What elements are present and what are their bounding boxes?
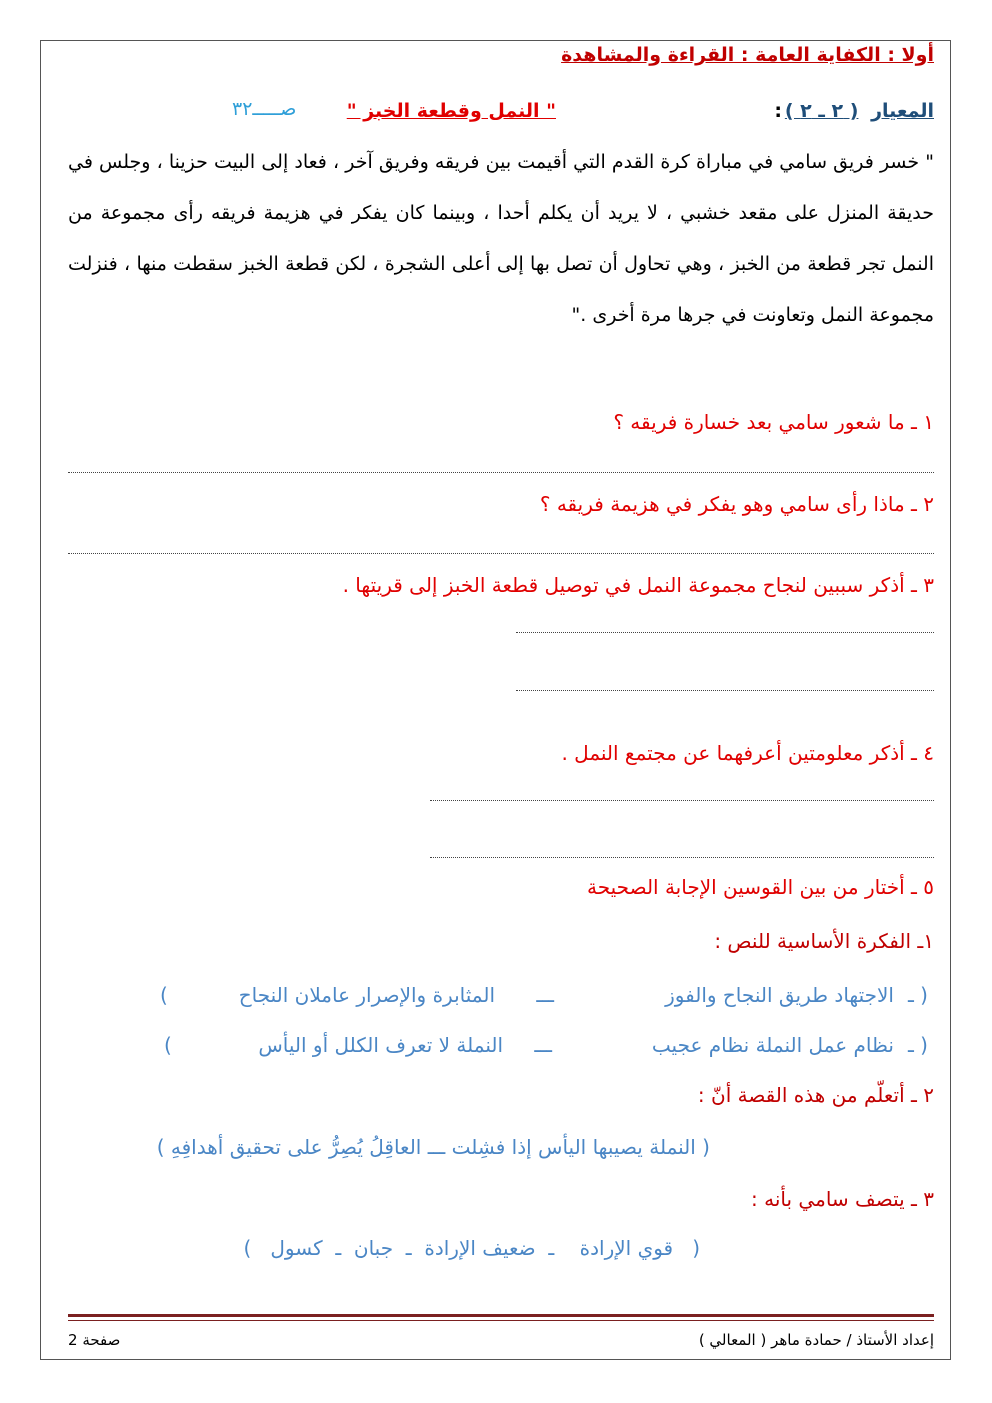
reading-passage: " خسر فريق سامي في مباراة كرة القدم التي أقيمت بين فريقه وفريق آخر ، فعاد إلى البيت حزينا ، وجلس في حديقة المنزل على مقعد خشبي ، لا يريد أن يكلم أحدا ، وبينما كان يفكر في هزيمة فريقه رأى مجموعة من النمل تجر قطعة من الخبز ، وهي تحاول أن تصل بها إلى أعلى الشجرة ، لكن قطعة الخبز سقطت منها ، فنزلت مجموعة النمل وتعاونت في جرها مرة أخرى ." [68,151,934,326]
lesson-title: " النمل وقطعة الخبز " [346,100,556,122]
answer-line-4a[interactable] [430,800,934,801]
item-1-option-a[interactable]: الاجتهاد طريق النجاح والفوز [665,983,894,1007]
answer-line-3a[interactable] [516,632,934,633]
footer-page-number: صفحة 2 [68,1331,121,1349]
item-1-row-2-separator: ـــ [534,1033,552,1057]
standard-code: ( ٢ ـ ٢ ) [784,100,859,122]
item-2-prompt: ٢ ـ أتعلّم من هذه القصة أنّ : [697,1083,934,1107]
standard-label: المعيار [871,100,934,122]
item-1-option-b[interactable]: المثابرة والإصرار عاملان النجاح [238,983,495,1007]
standard-line [785,100,934,122]
footer-rule-thin [68,1320,934,1321]
item-1-row-2-open: ( ـ [907,1033,928,1057]
question-2: ٢ ـ ماذا رأى سامي وهو يفكر في هزيمة فريقه ؟ [539,492,934,516]
item-1-row-1-separator: ـــ [536,983,554,1007]
page-reference: صـــــ٣٢ [232,98,297,120]
item-1-row-1-open: ( ـ [907,983,928,1007]
question-1: ١ ـ ما شعور سامي بعد خسارة فريقه ؟ [613,410,934,434]
question-3: ٣ ـ أذكر سببين لنجاح مجموعة النمل في توصيل قطعة الخبز إلى قريتها . [342,573,934,597]
item-2-options[interactable]: ( النملة يصيبها اليأس إذا فشِلت ـــ العاقِلُ يُصِرُّ على تحقيق أهدافِهِ ) [156,1135,710,1159]
question-4: ٤ ـ أذكر معلومتين أعرفهما عن مجتمع النمل . [561,741,934,765]
item-1-row-2-close: ) [164,1033,172,1057]
item-1-option-c[interactable]: نظام عمل النملة نظام عجيب [651,1033,894,1057]
standard-colon: : [774,100,782,122]
answer-line-2[interactable] [68,553,934,554]
item-1-prompt: ١ـ الفكرة الأساسية للنص : [714,929,934,953]
question-5: ٥ ـ أختار من بين القوسين الإجابة الصحيحة [587,875,934,899]
item-1-option-d[interactable]: النملة لا تعرف الكلل أو اليأس [258,1033,503,1057]
answer-line-3b[interactable] [516,690,934,691]
item-3-prompt: ٣ ـ يتصف سامي بأنه : [751,1187,934,1211]
footer-rule-thick [68,1314,934,1317]
footer-author: إعداد الأستاذ / حمادة ماهر ( المعالي ) [698,1331,934,1349]
item-1-row-1-close: ) [160,983,168,1007]
item-3-options[interactable]: ( قوي الإرادة ـ ضعيف الإرادة ـ جبان ـ كسول ) [243,1236,700,1260]
answer-line-4b[interactable] [430,857,934,858]
answer-line-1[interactable] [68,472,934,473]
section-title: أولا : الكفاية العامة : القراءة والمشاهدة [561,44,934,66]
